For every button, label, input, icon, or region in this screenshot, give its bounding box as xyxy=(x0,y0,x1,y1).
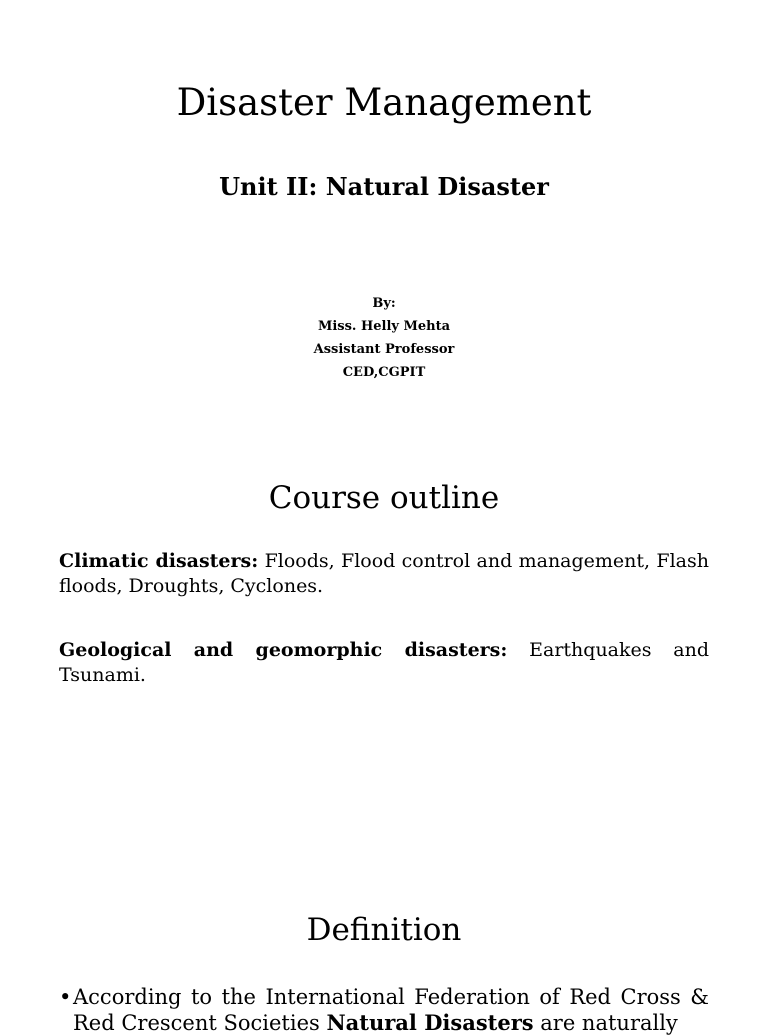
main-title: Disaster Management xyxy=(176,81,592,124)
author-block xyxy=(0,292,768,384)
climatic-disasters-label: Climatic disasters: xyxy=(59,550,259,572)
climatic-disasters-text: Floods, Flood control and management, Flash floods, Droughts, Cyclones. xyxy=(59,550,709,597)
unit-subtitle: Unit II: Natural Disaster xyxy=(219,172,549,201)
definition-title: Definition xyxy=(306,912,462,948)
author-institute: CED,CGPIT xyxy=(342,365,426,380)
slide-title xyxy=(0,0,768,430)
geological-disasters-label: Geological and geomorphic disasters: xyxy=(59,639,508,661)
definition-text-before: According to the International Federation of Red Cross & Red Crescent Societies xyxy=(73,985,709,1035)
author-name: Miss. Helly Mehta xyxy=(317,319,451,334)
author-by-label: By: xyxy=(372,296,396,311)
definition-bullet-list xyxy=(59,984,709,1036)
definition-term: Natural Disasters xyxy=(326,1010,534,1035)
list-item xyxy=(59,984,709,1036)
course-outline-title: Course outline xyxy=(268,480,500,516)
bullet-icon: • xyxy=(59,985,72,1009)
geological-disasters-text: Earthquakes and Tsunami. xyxy=(59,639,709,686)
slide-course-outline xyxy=(0,430,768,880)
climatic-disasters-paragraph xyxy=(59,549,709,599)
slide-definition xyxy=(0,880,768,1035)
definition-text-after: are naturally xyxy=(533,1011,678,1035)
author-designation: Assistant Professor xyxy=(313,342,455,357)
geological-disasters-paragraph xyxy=(59,638,709,688)
